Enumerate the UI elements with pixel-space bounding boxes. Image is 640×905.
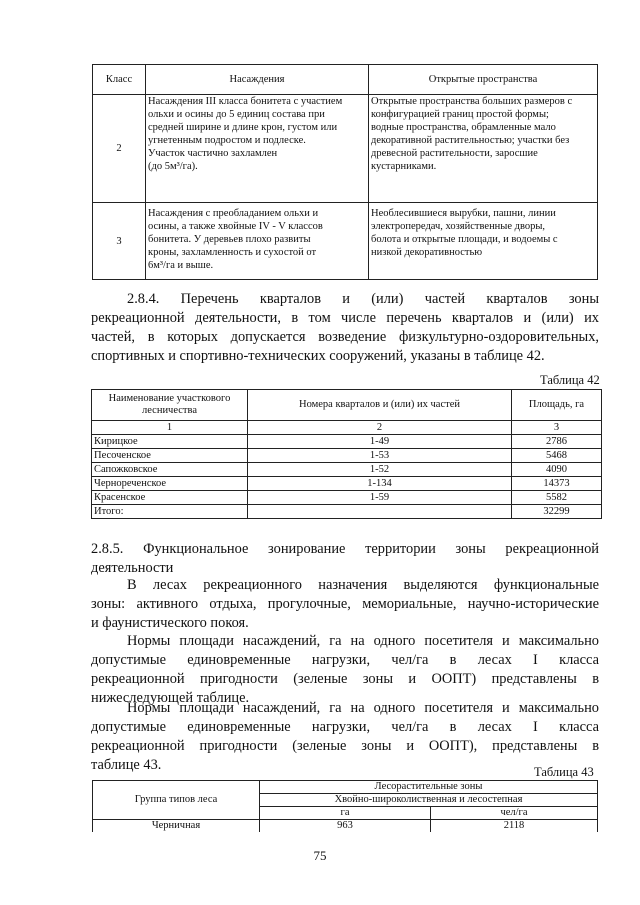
- text-line: нижеследующей таблице.: [91, 690, 250, 706]
- table-total-row: [92, 505, 602, 519]
- cell-line: кустарниками.: [371, 161, 437, 172]
- paragraph-2-8-4: [91, 290, 599, 366]
- heading-2-8-5: [91, 540, 599, 578]
- forestry-name: Песоченское: [92, 449, 248, 463]
- cell-line: 6м³/га и выше.: [148, 260, 214, 271]
- class-table-header: [93, 65, 598, 95]
- cell-line: бонитета. У деревьев плохо развиты: [148, 234, 311, 245]
- column-number: 3: [512, 421, 602, 435]
- cell-line: низкой декоративностью: [371, 247, 483, 258]
- text-line: Нормы площади насаждений, га на одного посетителя и максимально: [127, 633, 599, 649]
- open-spaces-cell: [369, 95, 598, 203]
- class-value: 3: [93, 203, 146, 280]
- open-spaces-cell: [369, 203, 598, 280]
- paragraph-norms-2: [91, 699, 599, 775]
- table-42-column-numbers: [92, 421, 602, 435]
- forestry-name: Сапожковское: [92, 463, 248, 477]
- table-row: [92, 463, 602, 477]
- cell-line: Необлесившиеся вырубки, пашни, линии: [371, 208, 556, 219]
- cell-line: (до 5м³/га).: [148, 161, 198, 172]
- cell-line: Участок частично захламлен: [148, 148, 278, 159]
- table-row: [93, 95, 598, 203]
- paragraph-zones: [91, 576, 599, 633]
- plantations-cell: [146, 203, 369, 280]
- block-numbers: 1-134: [248, 477, 512, 491]
- text-line: рекреационной пригодности (зеленые зоны и ООПТ), представлены в: [91, 738, 599, 754]
- table-42-header: [92, 390, 602, 421]
- cell-line: ольхи и осины до 5 единиц состава при: [148, 109, 325, 120]
- ha-value: 963: [260, 820, 431, 833]
- table-row: [92, 435, 602, 449]
- header-unit-people: чел/га: [431, 807, 598, 820]
- cell-line: угнетенным подростом и подлеске.: [148, 135, 306, 146]
- text-line: допустимые единовременные нагрузки, чел/га в лесах I класса: [91, 719, 599, 735]
- column-number: 1: [92, 421, 248, 435]
- cell-line: Открытые пространства больших размеров с: [371, 96, 573, 107]
- area-value: 4090: [512, 463, 602, 477]
- paragraph-norms-1: [91, 632, 599, 708]
- header-open-spaces: Открытые пространства: [369, 65, 598, 95]
- forestry-name: Чернореченское: [92, 477, 248, 491]
- text-line: зоны: активного отдыха, прогулочные, мемориальные, научно-исторические: [91, 596, 599, 612]
- header-forest-group: Группа типов леса: [93, 781, 260, 820]
- table-42-caption: Таблица 42: [540, 373, 600, 387]
- text-line: Нормы площади насаждений, га на одного посетителя и максимально: [127, 700, 599, 716]
- cell-line: электропередач, хозяйственные дворы,: [371, 221, 546, 232]
- text-line: таблице 43.: [91, 757, 162, 773]
- header-forestry: Наименование участкового лесничества: [92, 390, 248, 421]
- block-numbers: 1-53: [248, 449, 512, 463]
- block-numbers: 1-52: [248, 463, 512, 477]
- header-unit-ha: га: [260, 807, 431, 820]
- header-plantations: Насаждения: [146, 65, 369, 95]
- header-blocks: Номера кварталов и (или) их частей: [248, 390, 512, 421]
- cell-line: декоративной растительностью; участки без: [371, 135, 570, 146]
- text-line: допустимые единовременные нагрузки, чел/га в лесах I класса: [91, 652, 599, 668]
- text-line: спортивных и спортивно-технических сооружений, указаны в таблице 42.: [91, 348, 545, 364]
- table-43: [92, 780, 598, 832]
- forestry-name: Красенское: [92, 491, 248, 505]
- cell-line: кроны, захламленность и сухостой от: [148, 247, 317, 258]
- class-value: 2: [93, 95, 146, 203]
- text-line: рекреационной деятельности, в том числе перечень кварталов и (или) их: [91, 310, 599, 326]
- area-value: 2786: [512, 435, 602, 449]
- text-line: деятельности: [91, 560, 174, 576]
- text-line: и фаунистического покоя.: [91, 615, 249, 631]
- table-43-caption: Таблица 43: [534, 765, 594, 779]
- class-table: [92, 64, 598, 280]
- cell-line: Насаждения с преобладанием ольхи и: [148, 208, 319, 219]
- empty-cell: [248, 505, 512, 519]
- forestry-name: Кирицкое: [92, 435, 248, 449]
- plantations-cell: [146, 95, 369, 203]
- page-number: 75: [313, 848, 327, 863]
- total-label: Итого:: [92, 505, 248, 519]
- block-numbers: 1-59: [248, 491, 512, 505]
- table-row: [93, 203, 598, 280]
- area-value: 5468: [512, 449, 602, 463]
- table-row: [93, 820, 598, 833]
- total-area: 32299: [512, 505, 602, 519]
- text-line: частей, в которых допускается возведение физкультурно-оздоровительных,: [91, 329, 599, 345]
- area-value: 14373: [512, 477, 602, 491]
- block-numbers: 1-49: [248, 435, 512, 449]
- header-area: Площадь, га: [512, 390, 602, 421]
- text-line: 2.8.4. Перечень кварталов и (или) частей кварталов зоны: [127, 291, 599, 307]
- column-number: 2: [248, 421, 512, 435]
- cell-line: болота и открытые площади, и водоемы с: [371, 234, 558, 245]
- area-value: 5582: [512, 491, 602, 505]
- header-class: Класс: [93, 65, 146, 95]
- cell-line: водные пространства, обрамленные мало: [371, 122, 556, 133]
- people-value: 2118: [431, 820, 598, 833]
- table-43-header-row: [93, 781, 598, 794]
- forest-group-name: Черничная: [93, 820, 260, 833]
- cell-line: Насаждения III класса бонитета с участием: [148, 96, 343, 107]
- table-row: [92, 449, 602, 463]
- cell-line: осины, а также хвойные IV - V классов: [148, 221, 323, 232]
- table-row: [92, 477, 602, 491]
- text-line: В лесах рекреационного назначения выделяются функциональные: [127, 577, 599, 593]
- table-row: [92, 491, 602, 505]
- table-42: [91, 389, 602, 519]
- header-subzone: Хвойно-широколиственная и лесостепная: [260, 794, 598, 807]
- text-line: 2.8.5. Функциональное зонирование территории зоны рекреационной: [91, 541, 599, 557]
- cell-line: средней ширине и длине крон, густом или: [148, 122, 338, 133]
- text-line: рекреационной пригодности (зеленые зоны и ООПТ) представлены в: [91, 671, 599, 687]
- header-forest-zones: Лесорастительные зоны: [260, 781, 598, 794]
- cell-line: конфигурацией границ простой формы;: [371, 109, 549, 120]
- cell-line: древесной растительности, заросшие: [371, 148, 538, 159]
